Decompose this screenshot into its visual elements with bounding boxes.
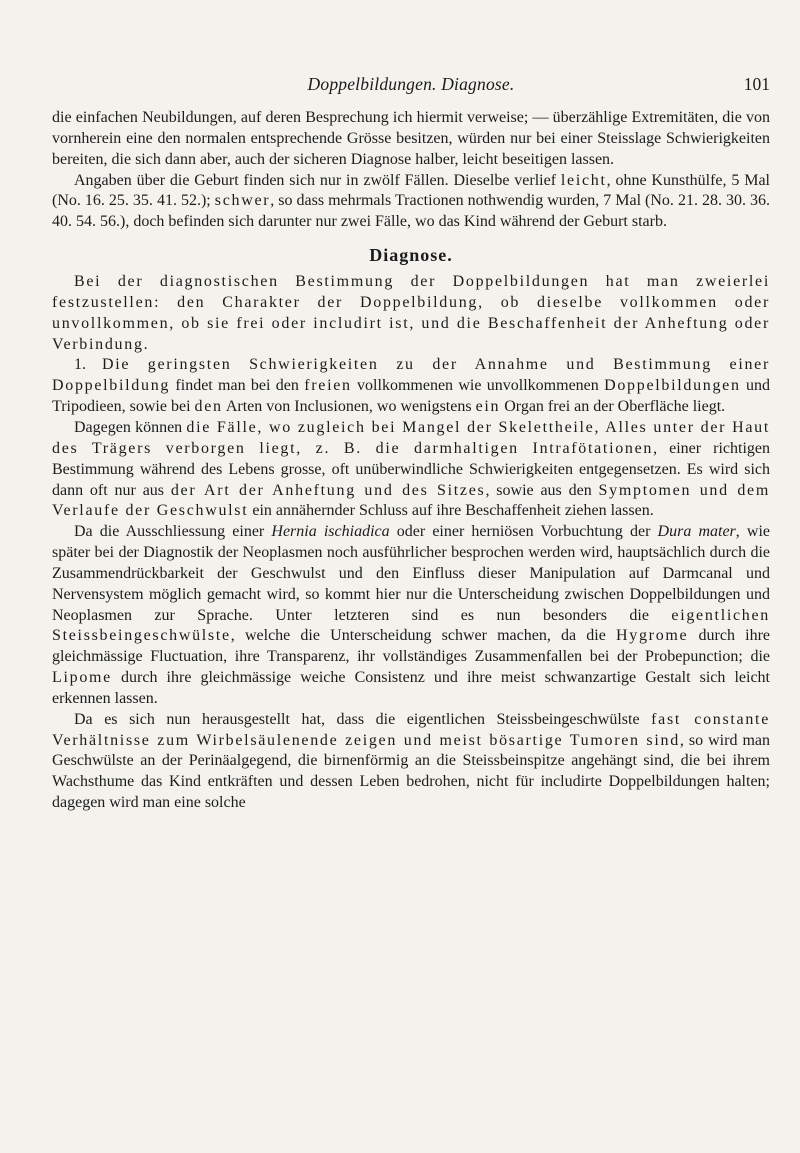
spaced-text: ein — [475, 398, 501, 416]
italic-text: Hernia ischiadica — [271, 523, 390, 541]
paragraph-4 — [52, 355, 770, 418]
text: , wie später bei der Diagnostik der Neoplasmen noch ausführlicher besprochen werden wird, hauptsächlich durch die Zusammendrückbarkeit der Geschwulst und den Einfluss dieser Manipulation auf Darmcanal und Nervensystem möglich gemacht wird, so kommt hier nur die Unterscheidung zwischen Doppelbildungen und Neoplasmen zur Sprache. Unter letzteren sind es nun besonders die — [52, 523, 771, 624]
spaced-text: den — [194, 398, 223, 416]
page-number: 101 — [743, 74, 770, 94]
page-body — [52, 108, 770, 814]
section-heading: Diagnose. — [369, 245, 453, 266]
spaced-text: schwer — [214, 192, 271, 210]
text: Da es sich nun herausgestellt hat, dass die eigentlichen Steissbeingeschwülste — [74, 710, 652, 728]
paragraph-7 — [52, 710, 770, 814]
text: oder einer herniösen Vorbuchtung der — [389, 523, 658, 541]
spaced-text: leicht — [560, 171, 607, 189]
page-header — [52, 74, 770, 98]
paragraph-2 — [52, 171, 770, 234]
running-title: Doppelbildungen. Diagnose. — [307, 74, 515, 94]
text: und Tripodieen, sowie bei — [52, 377, 771, 416]
spaced-text: fast constante Verhältnisse zum Wirbelsäulenende zeigen und meist bösartige Tumoren sind — [52, 710, 770, 749]
spaced-text: Die geringsten Schwierigkeiten zu der Annahme und Bestimmung einer Doppelbildung — [52, 356, 771, 395]
text: vollkommenen wie unvollkommenen — [351, 377, 605, 395]
spaced-text: freien — [304, 377, 352, 395]
spaced-text: Lipome — [52, 669, 112, 687]
text: , so wird man Geschwülste an der Perinäalgegend, die birnenförmig an die Steissbeinspitze angehängt sind, die bei ihrem Wachsthume das Kind entkräften und dessen Leben bedrohen, nicht für includirte Doppelbildungen halten; dagegen wird man eine solche — [52, 731, 770, 812]
spaced-text: Symptomen und dem Verlaufe der Geschwulst — [52, 481, 770, 520]
text: durch ihre gleichmässige weiche Consistenz und ihre meist schwanzartige Gestalt sich leicht erkennen lassen. — [52, 669, 770, 707]
text: , welche die Unterscheidung schwer machen, da die — [230, 627, 617, 645]
text: findet man bei den — [170, 377, 305, 395]
paragraph-5 — [52, 418, 770, 522]
text: , einer richtigen Bestimmung während des Lebens grosse, oft unüberwindliche Schwierigkeiten entgegensetzen. Es wird sich dann oft nur aus — [52, 439, 770, 499]
paragraph-1: die einfachen Neubildungen, auf deren Besprechung ich hiermit verweise; — überzählige Extremitäten, die von vornherein eine den normalen entsprechende Grösse besitzen, würden nur bei einer Steisslage Schwierigkeiten bereiten, die sich dann aber, auch der sicheren Diagnose halber, leicht beseitigen lassen. — [52, 109, 770, 168]
text: 1. — [74, 356, 102, 374]
spaced-text: der Art der Anheftung und des Sitzes — [170, 481, 486, 499]
spaced-text: eigentlichen Steissbeingeschwülste — [52, 606, 770, 645]
text: ein annähernder Schluss auf ihre Beschaffenheit ziehen lassen. — [248, 502, 654, 520]
text: , sowie aus den — [485, 481, 599, 499]
text: Da die Ausschliessung einer — [74, 523, 272, 541]
spaced-text: die Fälle, wo zugleich bei Mangel der Skelettheile, Alles unter der Haut des Trägers verborgen liegt, z. B. die darmhaltigen Intrafötationen — [52, 418, 770, 457]
spaced-text: Doppelbildungen — [604, 377, 741, 395]
text: Organ frei an der Oberfläche liegt. — [500, 398, 726, 416]
text: Arten von Inclusionen, wo wenigstens — [222, 398, 476, 416]
text: , so dass mehrmals Tractionen nothwendig wurden, 7 Mal (No. 21. 28. 30. 36. 40. 54. 56.), doch befinden sich darunter nur zwei Fälle, wo das Kind während der Geburt starb. — [52, 192, 771, 231]
paragraph-3: Bei der diagnostischen Bestimmung der Doppelbildungen hat man zweierlei festzustellen: den Charakter der Doppelbildung, ob dieselbe vollkommen oder unvollkommen, ob sie frei oder includirt ist, und die Beschaffenheit der Anheftung oder Verbindung. — [52, 273, 770, 353]
text: Angaben über die Geburt finden sich nur in zwölf Fällen. Dieselbe verlief — [74, 171, 561, 189]
paragraph-6 — [52, 522, 770, 710]
text: durch ihre gleichmässige Fluctuation, ihre Transparenz, ihr vollständiges Zusammenfallen bei der Probepunction; die — [52, 627, 770, 666]
italic-text: Dura mater — [657, 523, 736, 541]
spaced-text: Hygrome — [616, 627, 689, 645]
text: Dagegen können — [74, 418, 187, 436]
text: , ohne Kunsthülfe, 5 Mal (No. 16. 25. 35. 41. 52.); — [52, 171, 770, 210]
